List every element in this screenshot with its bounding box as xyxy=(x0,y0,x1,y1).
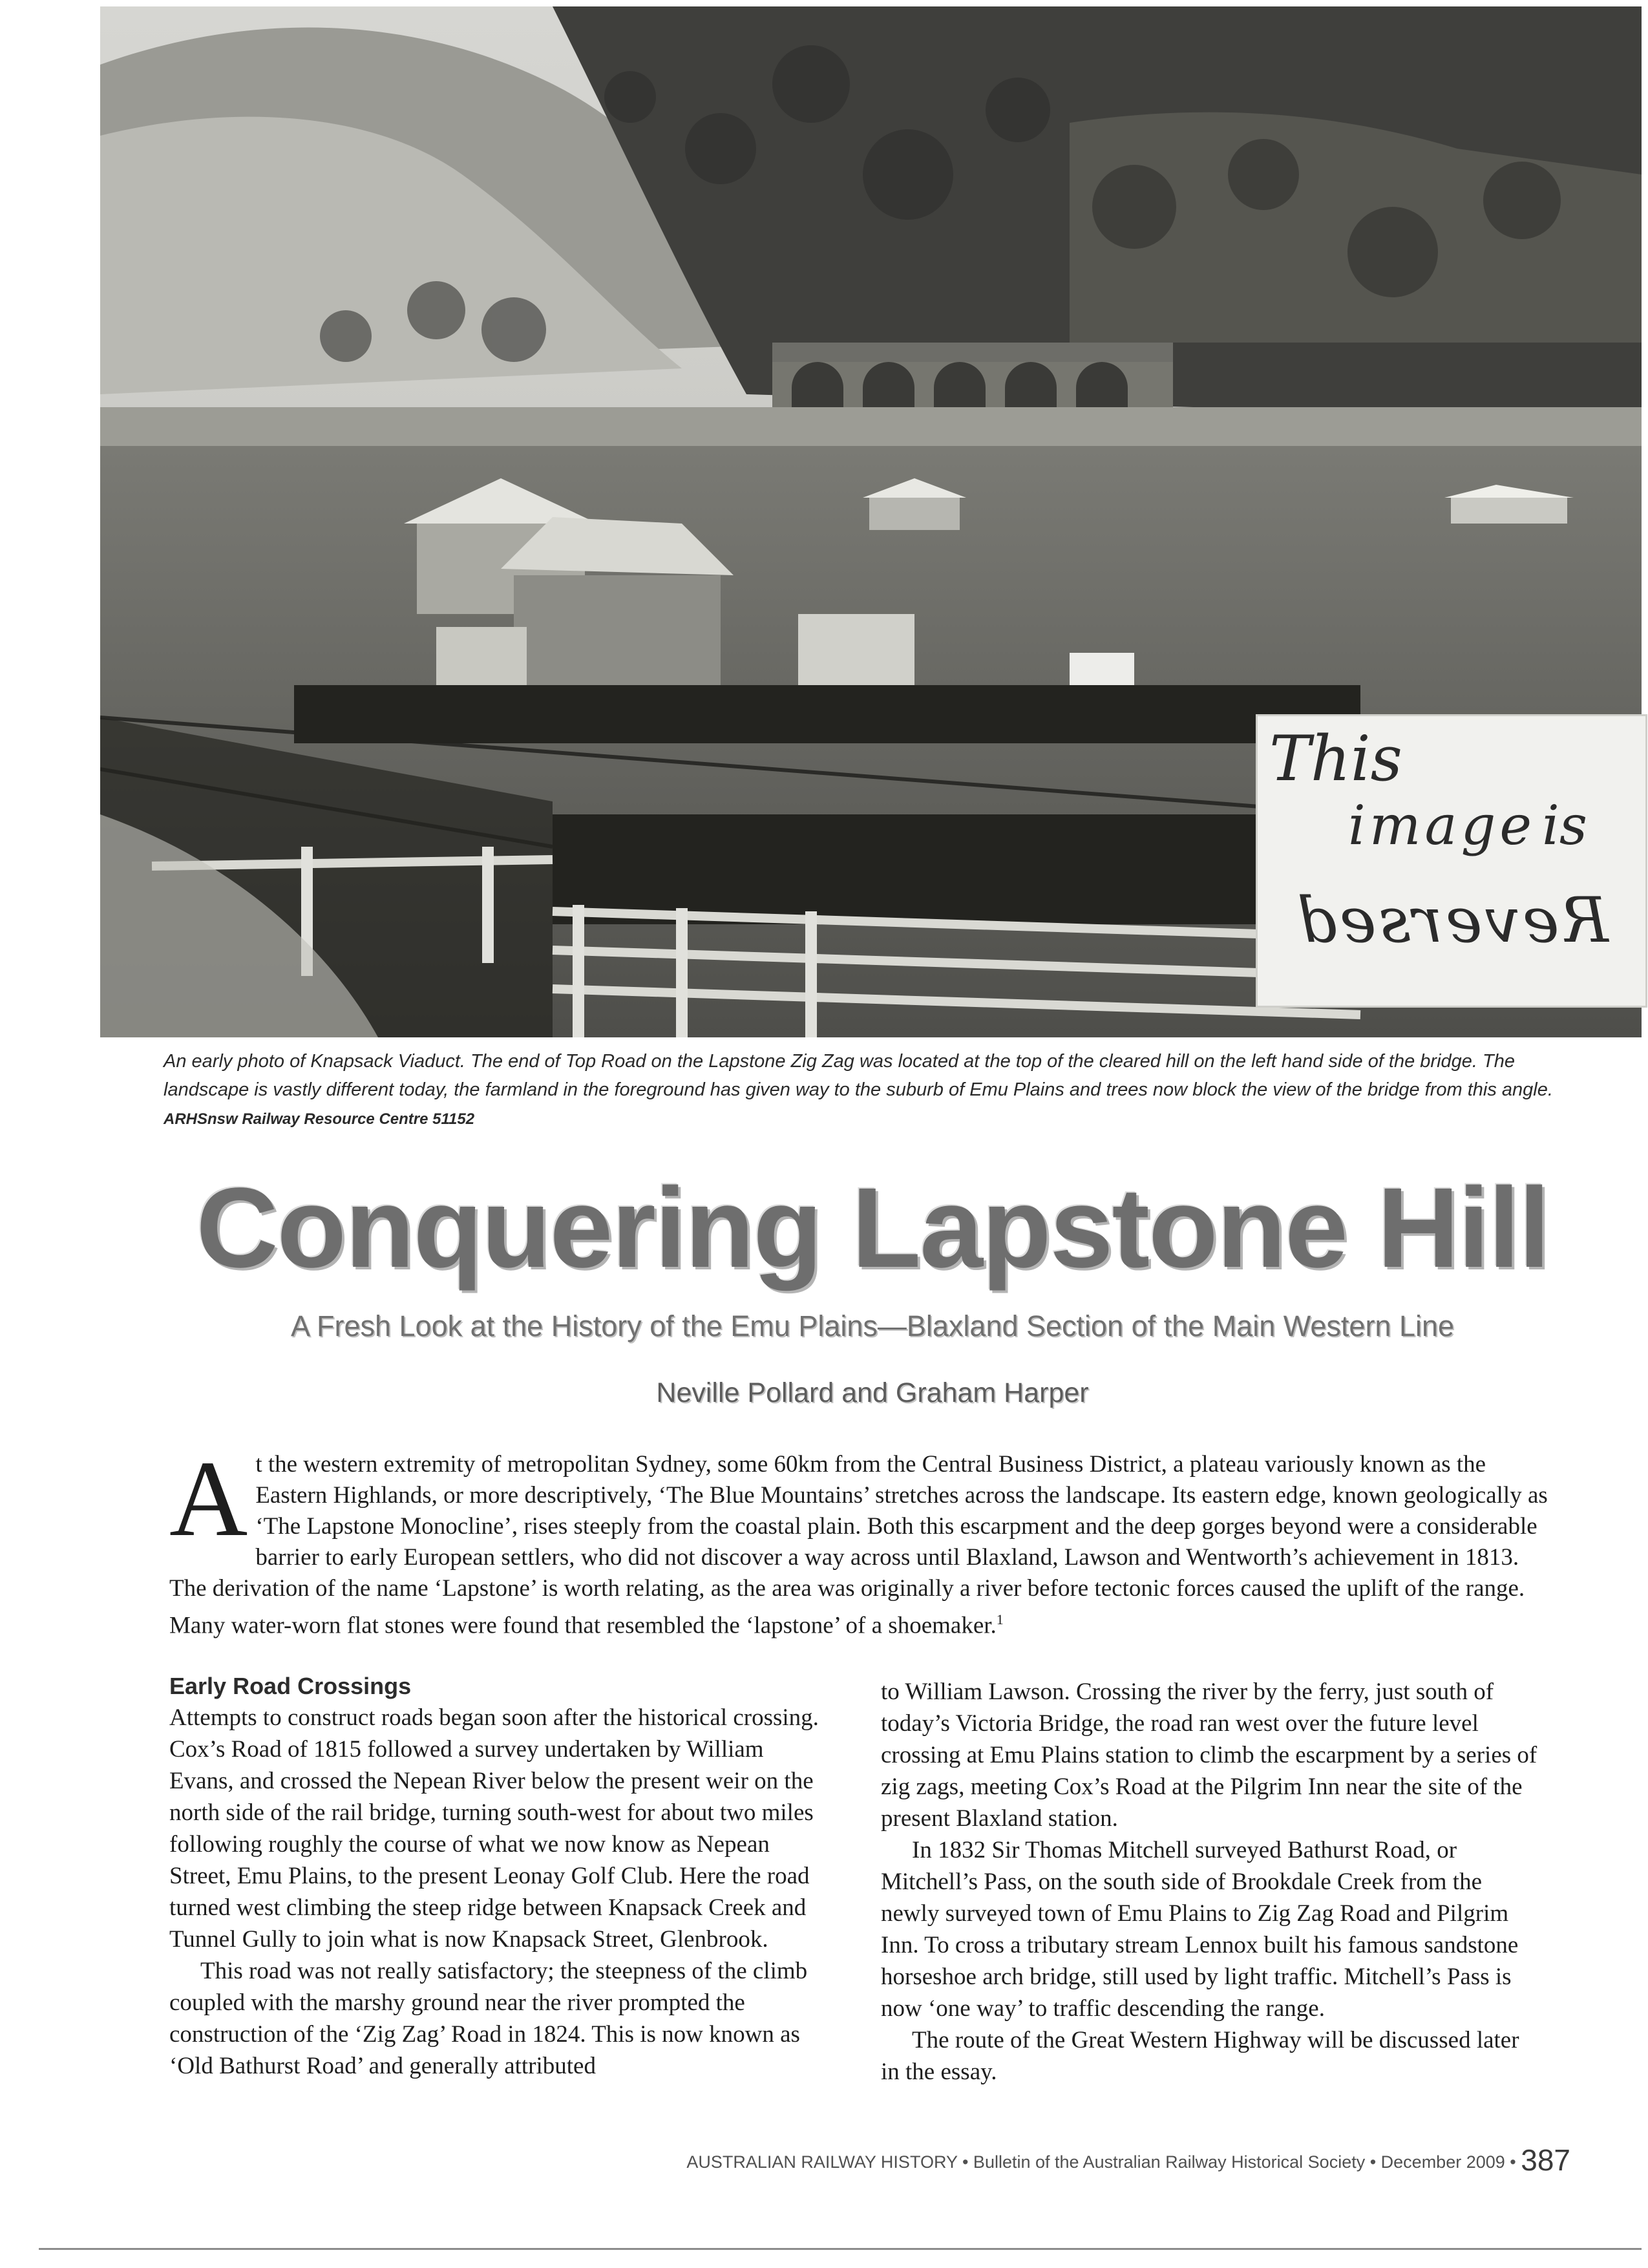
body-paragraph: In 1832 Sir Thomas Mitchell surveyed Bathurst Road, or Mitchell’s Pass, on the south side of Brookdale Creek from the newly surveyed town of Emu Plains to Zig Zag Road and Pilgrim Inn. To cross a tributary stream Lennox built his famous sandstone horseshoe arch bridge, still used by light traffic. Mitchell’s Pass is now ‘one way’ to traffic descending the range. xyxy=(881,1837,1519,2022)
body-paragraph: to William Lawson. Crossing the river by the ferry, just south of today’s Victoria Bridge, the road ran west over the future level crossing at Emu Plains station to climb the escarpment by a series of zig zags, meeting Cox’s Road at the Pilgrim Inn near the site of the present Blaxland station. xyxy=(881,1679,1537,1832)
intro-text: t the western extremity of metropolitan Sydney, some 60km from the Central Business District, a plateau variously known as the Eastern Highlands, or more descriptively, ‘The Blue Mountains’ stretches across the landscape. Its eastern edge, known geologically as ‘The Lapstone Monocline’, rises steeply from the coastal plain. Both this escarpment and the deep gorges beyond were a considerable barrier to early European settlers, who did not discover a way across until Blaxland, Lawson and Wentworth’s achievement in 1813. The derivation of the name ‘Lapstone’ is worth relating, as the area was originally a river before tectonic forces caused the uplift of the range. Many water-worn flat stones were found that resembled the ‘lapstone’ of a shoemaker. xyxy=(169,1451,1548,1639)
article-authors: Neville Pollard and Graham Harper xyxy=(656,1377,1089,1408)
bottom-rule xyxy=(39,2248,1642,2250)
page-footer xyxy=(582,2141,1570,2181)
body-paragraph: This road was not really satisfactory; the steepness of the climb coupled with the marshy ground near the river prompted the construction of the ‘Zig Zag’ Road in 1824. This is now known as ‘Old Bathurst Road’ and generally attributed xyxy=(169,1958,808,2079)
footer-text: AUSTRALIAN RAILWAY HISTORY • Bulletin of the Australian Railway Historical Society • December 2009 • xyxy=(686,2152,1516,2172)
note-line-2a: image xyxy=(1348,794,1536,857)
body-paragraph: Attempts to construct roads began soon after the historical crossing. Cox’s Road of 1815 followed a survey undertaken by William Evans, and crossed the Nepean River below the present weir on the north side of the rail bridge, turning south-west for about two miles following roughly the course of what we now know as Nepean Street, Emu Plains, to the present Leonay Golf Club. Here the road turned west climbing the steep ridge between Knapsack Creek and Tunnel Gully to join what is now Knapsack Street, Glenbrook. xyxy=(169,1704,819,1953)
article-subtitle: A Fresh Look at the History of the Emu Plains—Blaxland Section of the Main Western Line xyxy=(290,1309,1455,1342)
page-number: 387 xyxy=(1521,2143,1570,2177)
caption-text: An early photo of Knapsack Viaduct. The end of Top Road on the Lapstone Zig Zag was located at the top of the cleared hill on the left hand side of the bridge. The landscape is vastly different today, the farmland in the foreground has given way to the suburb of Emu Plains and trees now block the view of the bridge from this angle. xyxy=(164,1051,1553,1100)
drop-cap: A xyxy=(169,1439,248,1559)
photo-caption xyxy=(164,1047,1559,1134)
section-heading: Early Road Crossings xyxy=(169,1673,412,1699)
article-title: Conquering Lapstone Hill xyxy=(196,1165,1549,1291)
footnote-marker: 1 xyxy=(996,1611,1004,1627)
left-column xyxy=(169,1671,832,2082)
body-paragraph: The route of the Great Western Highway will be discussed later in the essay. xyxy=(881,2027,1519,2085)
right-column xyxy=(881,1676,1543,2088)
note-line-2b: is xyxy=(1542,794,1587,857)
note-line-3-mirrored: Reversed xyxy=(1294,884,1609,957)
caption-credit: ARHSnsw Railway Resource Centre 51152 xyxy=(164,1110,475,1128)
intro-paragraph xyxy=(169,1439,1559,1641)
reversed-image-note xyxy=(1256,714,1647,1008)
note-line-1: This xyxy=(1269,723,1402,795)
